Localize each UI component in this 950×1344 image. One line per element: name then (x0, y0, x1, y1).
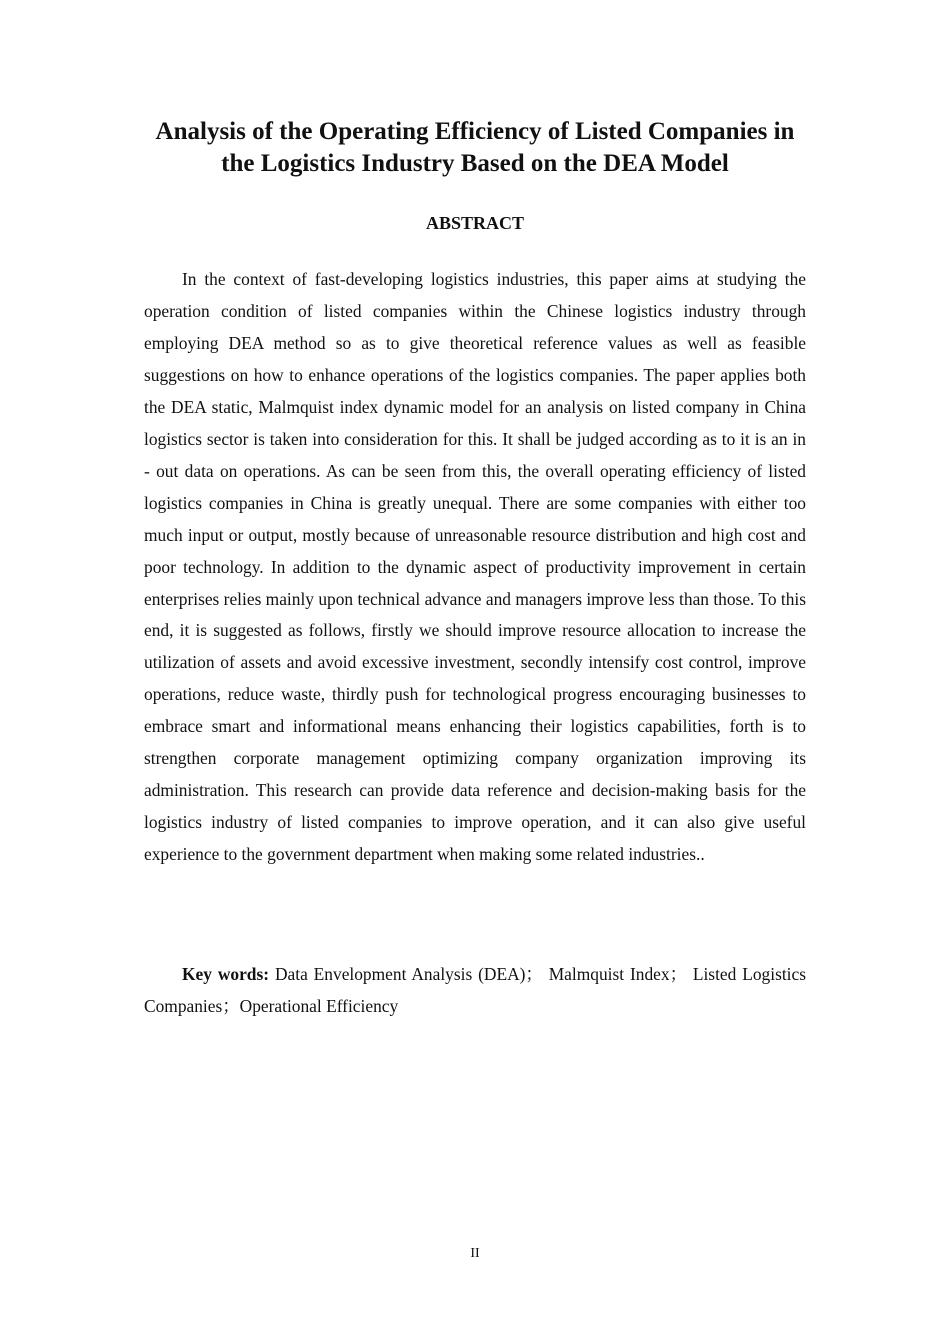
page-number: II (470, 1246, 480, 1261)
keywords-list: Data Envelopment Analysis (DEA)； Malmquist Index； Listed Logistics Companies；Operational Efficiency (144, 964, 806, 1016)
abstract-body: In the context of fast-developing logistics industries, this paper aims at studying the operation condition of listed companies within the Chinese logistics industry through employing DEA method so as to give theoretical reference values as well as feasible suggestions on how to enhance operations of the logistics companies. The paper applies both the DEA static, Malmquist index dynamic model for an analysis on listed company in China logistics sector is taken into consideration for this. It shall be judged according as to it is an in - out data on operations. As can be seen from this, the overall operating efficiency of listed logistics companies in China is greatly unequal. There are some companies with either too much input or output, mostly because of unreasonable resource distribution and high cost and poor technology. In addition to the dynamic aspect of productivity improvement in certain enterprises relies mainly upon technical advance and managers improve less than those. To this end, it is suggested as follows, firstly we should improve resource allocation to increase the utilization of assets and avoid excessive investment, secondly intensify cost control, improve operations, reduce waste, thirdly push for technological progress encouraging businesses to embrace smart and informational means enhancing their logistics capabilities, forth is to strengthen corporate management optimizing company organization improving its administration. This research can provide data reference and decision-making basis for the logistics industry of listed companies to improve operation, and it can also give useful experience to the government department when making some related industries.. (144, 269, 807, 865)
paper-title (100, 116, 850, 180)
abstract-heading: ABSTRACT (425, 213, 525, 233)
paper-title-line-2: the Logistics Industry Based on the DEA Model (221, 150, 729, 177)
keywords-paragraph (144, 959, 806, 1023)
paper-title-line-1: Analysis of the Operating Efficiency of Listed Companies in (155, 118, 795, 145)
keywords-label: Key words: (182, 964, 270, 984)
